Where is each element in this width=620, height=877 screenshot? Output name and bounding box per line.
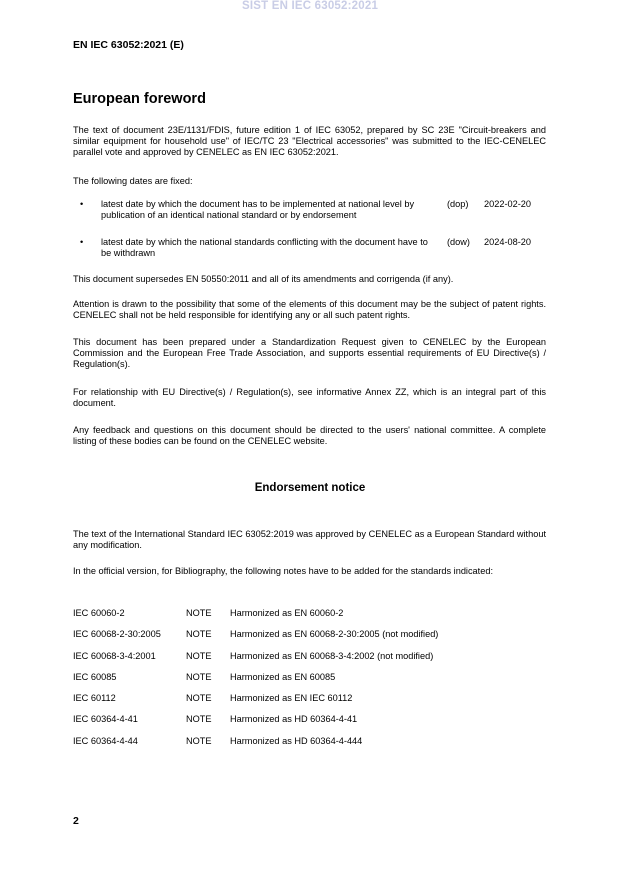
date-item-text: latest date by which the national standards conflicting with the document have to be withdrawn: [101, 237, 428, 259]
relationship-paragraph: For relationship with EU Directive(s) / Regulation(s), see informative Annex ZZ, which is an integral part of this document.: [73, 387, 546, 409]
supersedes-paragraph: This document supersedes EN 50550:2011 and all of its amendments and corrigenda (if any).: [73, 274, 454, 284]
note-standard: IEC 60068-2-30:2005: [73, 629, 161, 639]
note-text: Harmonized as EN 60060-2: [230, 608, 344, 618]
bullet-icon: •: [80, 237, 84, 247]
note-label: NOTE: [186, 736, 212, 746]
feedback-paragraph: Any feedback and questions on this document should be directed to the users' national committee. A complete listing of these bodies can be found on the CENELEC website.: [73, 425, 546, 447]
note-label: NOTE: [186, 693, 212, 703]
note-label: NOTE: [186, 629, 212, 639]
note-standard: IEC 60060-2: [73, 608, 125, 618]
note-standard: IEC 60085: [73, 672, 117, 682]
bullet-icon: •: [80, 199, 84, 209]
date-item-abbreviation: (dop): [447, 199, 469, 209]
standardization-request-paragraph: This document has been prepared under a Standardization Request given to CENELEC by the European Commission and the European Free Trade Association, and supports essential requirements of EU Directive(s) / Regulation(s).: [73, 337, 546, 370]
date-item-date: 2022-02-20: [484, 199, 531, 209]
page-number: 2: [73, 815, 79, 827]
dates-intro: The following dates are fixed:: [73, 176, 193, 186]
date-item-abbreviation: (dow): [447, 237, 470, 247]
date-item-date: 2024-08-20: [484, 237, 531, 247]
note-label: NOTE: [186, 714, 212, 724]
document-id-header: EN IEC 63052:2021 (E): [73, 39, 184, 51]
note-text: Harmonized as EN 60068-3-4:2002 (not modified): [230, 651, 434, 661]
note-text: Harmonized as HD 60364-4-41: [230, 714, 358, 724]
date-item-text: latest date by which the document has to be implemented at national level by publication of an identical national standard or by endorsement: [101, 199, 415, 221]
foreword-paragraph-1: The text of document 23E/1131/FDIS, future edition 1 of IEC 63052, prepared by SC 23E "Circuit-breakers and similar equipment for household use" of IEC/TC 23 "Electrical accessories" was submitted to the IEC-CENELEC parallel vote and approved by CENELEC as EN IEC 63052:2021.: [73, 125, 546, 158]
note-label: NOTE: [186, 672, 212, 682]
endorsement-paragraph-1: The text of the International Standard IEC 63052:2019 was approved by CENELEC as a European Standard without any modification.: [73, 529, 546, 551]
watermark: SIST EN IEC 63052:2021: [241, 0, 379, 12]
note-standard: IEC 60364-4-44: [73, 736, 138, 746]
endorsement-paragraph-2: In the official version, for Bibliography, the following notes have to be added for the standards indicated:: [73, 566, 493, 576]
note-standard: IEC 60112: [73, 693, 116, 703]
endorsement-heading: Endorsement notice: [254, 482, 366, 494]
note-text: Harmonized as EN IEC 60112: [230, 693, 353, 703]
note-standard: IEC 60068-3-4:2001: [73, 651, 156, 661]
patent-paragraph: Attention is drawn to the possibility that some of the elements of this document may be the subject of patent rights. CENELEC shall not be held responsible for identifying any or all such patent rights.: [73, 299, 546, 321]
foreword-heading: European foreword: [73, 91, 206, 107]
note-text: Harmonized as HD 60364-4-444: [230, 736, 363, 746]
note-standard: IEC 60364-4-41: [73, 714, 138, 724]
note-label: NOTE: [186, 651, 212, 661]
note-label: NOTE: [186, 608, 212, 618]
note-text: Harmonized as EN 60068-2-30:2005 (not modified): [230, 629, 439, 639]
note-text: Harmonized as EN 60085: [230, 672, 336, 682]
